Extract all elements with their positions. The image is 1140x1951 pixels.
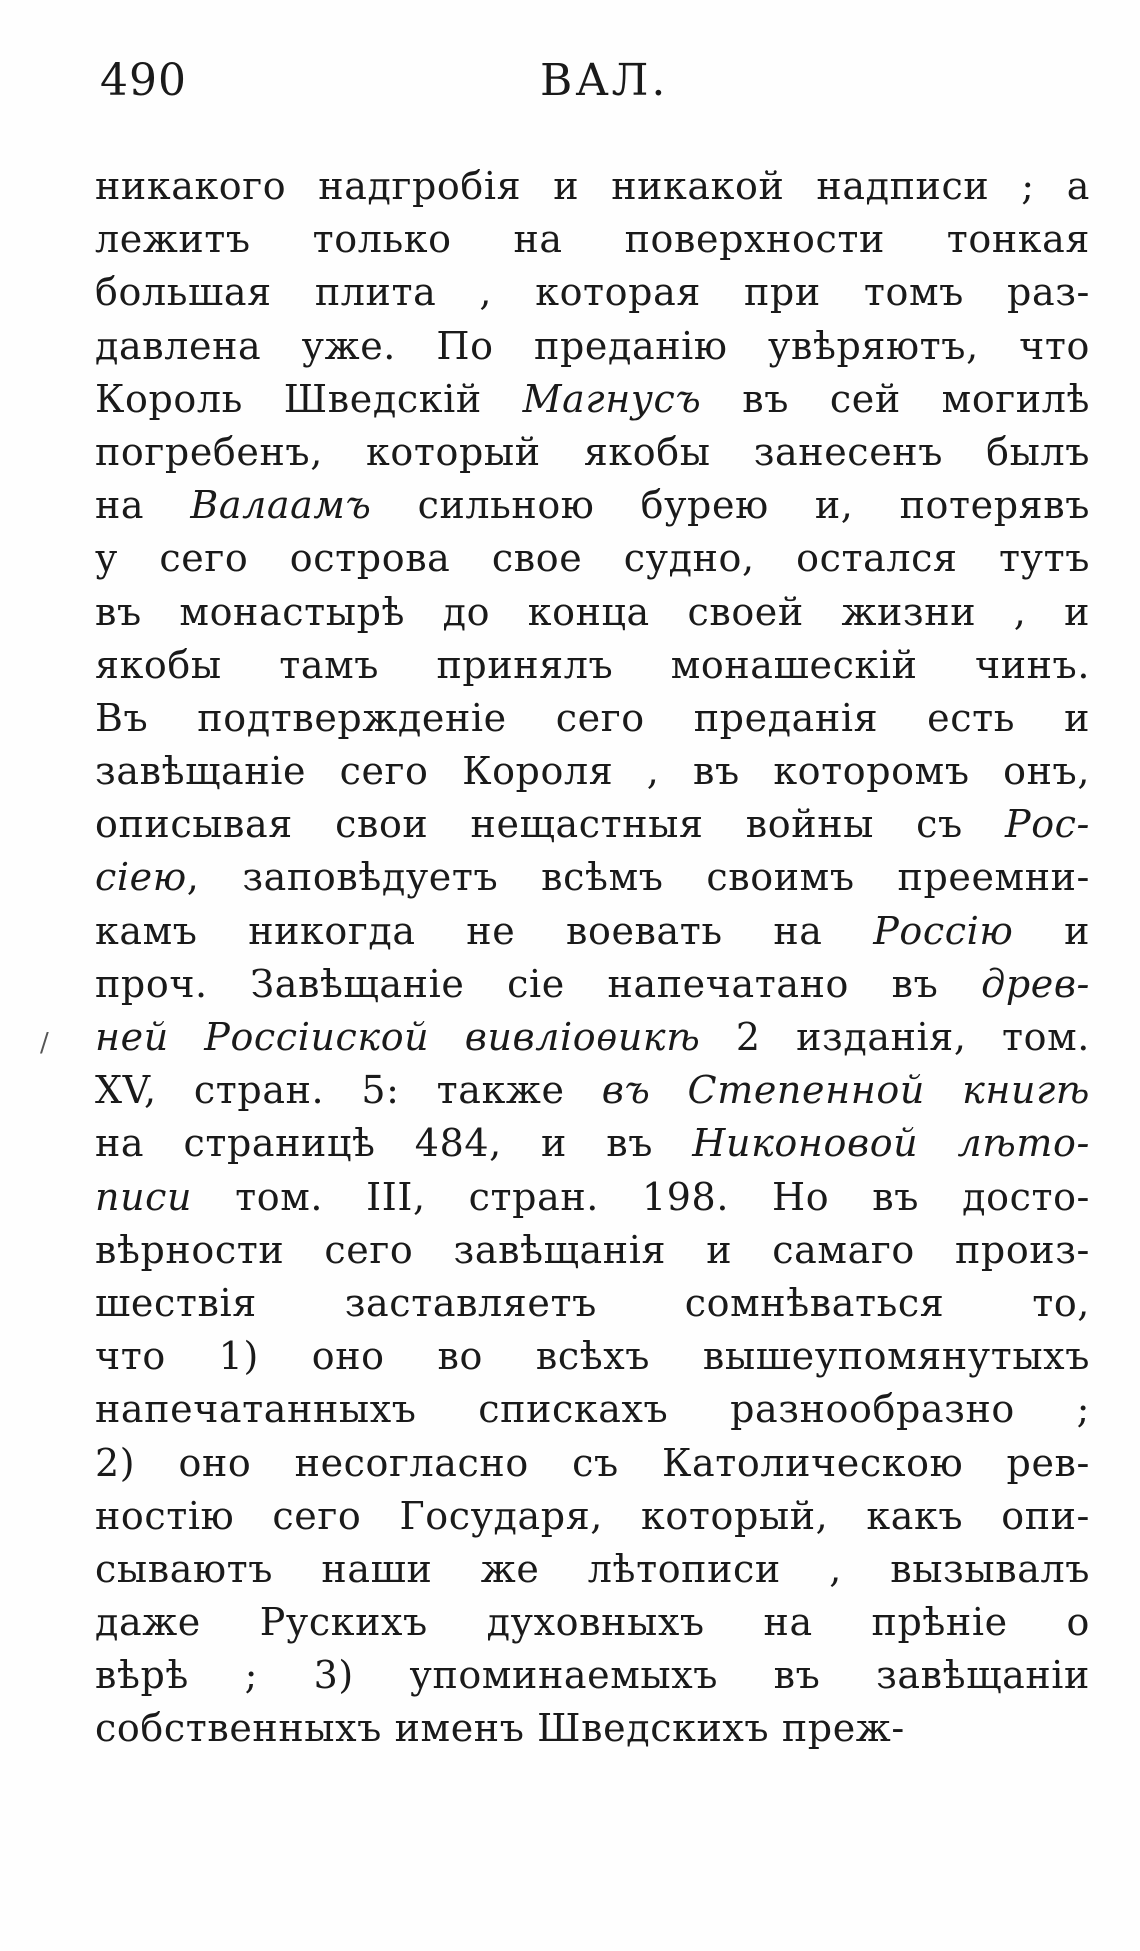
text-segment: и bbox=[1013, 908, 1091, 953]
text-segment: что 1) оно во всѣхъ вышеупомянутыхъ bbox=[95, 1334, 1090, 1379]
text-line bbox=[95, 1543, 1090, 1596]
text-segment: даже Рускихъ духовныхъ на прѣнiе о bbox=[95, 1600, 1090, 1645]
italic-phrase: Рос- bbox=[1005, 802, 1090, 847]
text-line bbox=[95, 1330, 1090, 1383]
text-line bbox=[95, 851, 1090, 904]
text-segment: 2) оно несогласно съ Католическою рев- bbox=[95, 1440, 1090, 1485]
text-segment: никакого надгробiя и никакой надписи ; а bbox=[95, 164, 1090, 208]
italic-phrase: писи bbox=[95, 1174, 193, 1219]
text-line bbox=[95, 586, 1090, 639]
text-segment: въ монастырѣ до конца своей жизни , и bbox=[95, 589, 1090, 634]
text-line bbox=[95, 1596, 1090, 1649]
text-line bbox=[95, 266, 1090, 319]
text-segment: том. III, стран. 198. Но въ достo- bbox=[192, 1174, 1090, 1219]
text-line bbox=[95, 639, 1090, 692]
text-line bbox=[95, 373, 1090, 426]
text-segment: вѣрѣ ; 3) упоминаемыхъ въ завѣщанiи bbox=[95, 1653, 1090, 1698]
text-segment: ностiю сего Государя, который, какъ опи- bbox=[95, 1493, 1090, 1538]
text-segment: 2 изданiя, том. bbox=[700, 1015, 1090, 1059]
text-segment: завѣщанiе сего Короля , въ которомъ онъ, bbox=[95, 749, 1090, 794]
text-segment: на страницѣ 484, и въ bbox=[95, 1121, 693, 1166]
text-segment: напечатанныхъ спискахъ разнообразно ; bbox=[95, 1387, 1090, 1432]
text-line bbox=[95, 1064, 1090, 1117]
text-line bbox=[95, 532, 1090, 585]
text-segment: якобы тамъ принялъ монашескiй чинъ. bbox=[95, 642, 1090, 687]
text-line bbox=[95, 213, 1090, 266]
text-segment: Король Шведскiй bbox=[95, 376, 523, 421]
page-number: 490 bbox=[100, 55, 187, 106]
text-line bbox=[95, 479, 1090, 532]
text-segment: погребенъ, который якобы занесенъ былъ bbox=[95, 429, 1090, 474]
text-segment: камъ никогда не воевать на bbox=[95, 908, 874, 953]
text-segment: проч. Завѣщанiе сiе напечатано въ bbox=[95, 961, 982, 1006]
text-segment: собственныхъ именъ Шведскихъ преж- bbox=[95, 1706, 905, 1751]
text-line bbox=[95, 1277, 1090, 1330]
text-segment: сываютъ наши же лѣтописи , вызывалъ bbox=[95, 1546, 1090, 1591]
italic-phrase: древ- bbox=[981, 961, 1090, 1006]
italic-phrase: Никоновой лѣто- bbox=[692, 1121, 1090, 1166]
text-line bbox=[95, 745, 1090, 798]
text-line bbox=[95, 1224, 1090, 1277]
text-segment: на bbox=[95, 483, 191, 528]
text-line bbox=[95, 905, 1090, 958]
italic-phrase: сiею bbox=[95, 855, 187, 900]
text-segment: Въ подтвержденiе сего преданiя есть и bbox=[95, 695, 1090, 740]
text-line bbox=[95, 1437, 1090, 1490]
italic-phrase: Валаамъ bbox=[190, 483, 372, 528]
page-header bbox=[100, 55, 1000, 115]
text-segment: шествiя заставляетъ сомнѣваться то, bbox=[95, 1280, 1090, 1325]
text-segment: давлена уже. По преданiю увѣряютъ, что bbox=[95, 323, 1090, 368]
italic-phrase: въ Степенной книгѣ bbox=[601, 1068, 1090, 1113]
text-segment: сильною бурею и, потерявъ bbox=[371, 483, 1090, 528]
body-text bbox=[95, 160, 1090, 1756]
text-segment: у сего острова свое судно, остался тутъ bbox=[95, 536, 1090, 581]
text-line bbox=[95, 692, 1090, 745]
text-line bbox=[95, 1702, 1090, 1755]
text-segment: вѣрности сего завѣщанiя и самаго произ- bbox=[95, 1227, 1090, 1272]
text-line bbox=[95, 1490, 1090, 1543]
text-line bbox=[95, 1171, 1090, 1224]
text-segment: описывая свои нещастныя войны съ bbox=[95, 802, 1006, 847]
text-segment: XV, стран. 5: также bbox=[95, 1068, 602, 1113]
text-segment: большая плита , которая при томъ раз- bbox=[95, 270, 1090, 315]
text-line bbox=[95, 426, 1090, 479]
text-line bbox=[95, 160, 1090, 213]
italic-phrase: Магнусъ bbox=[522, 376, 702, 421]
italic-phrase: Россiю bbox=[873, 908, 1014, 953]
text-segment: лежитъ только на поверхности тонкая bbox=[95, 217, 1090, 262]
running-head: ВАЛ. bbox=[540, 55, 669, 106]
margin-mark: / bbox=[40, 1028, 49, 1058]
text-line bbox=[95, 798, 1090, 851]
text-line bbox=[95, 1117, 1090, 1170]
text-line bbox=[95, 1383, 1090, 1436]
text-line bbox=[95, 958, 1090, 1011]
text-line bbox=[95, 1649, 1090, 1702]
text-segment: , заповѣдуетъ всѣмъ своимъ преемни- bbox=[186, 855, 1090, 900]
italic-phrase: ней Россiиской вивлiоѳикѣ bbox=[95, 1015, 701, 1059]
text-line bbox=[95, 320, 1090, 373]
text-line bbox=[95, 1011, 1090, 1064]
text-segment: въ сей могилѣ bbox=[701, 376, 1090, 421]
